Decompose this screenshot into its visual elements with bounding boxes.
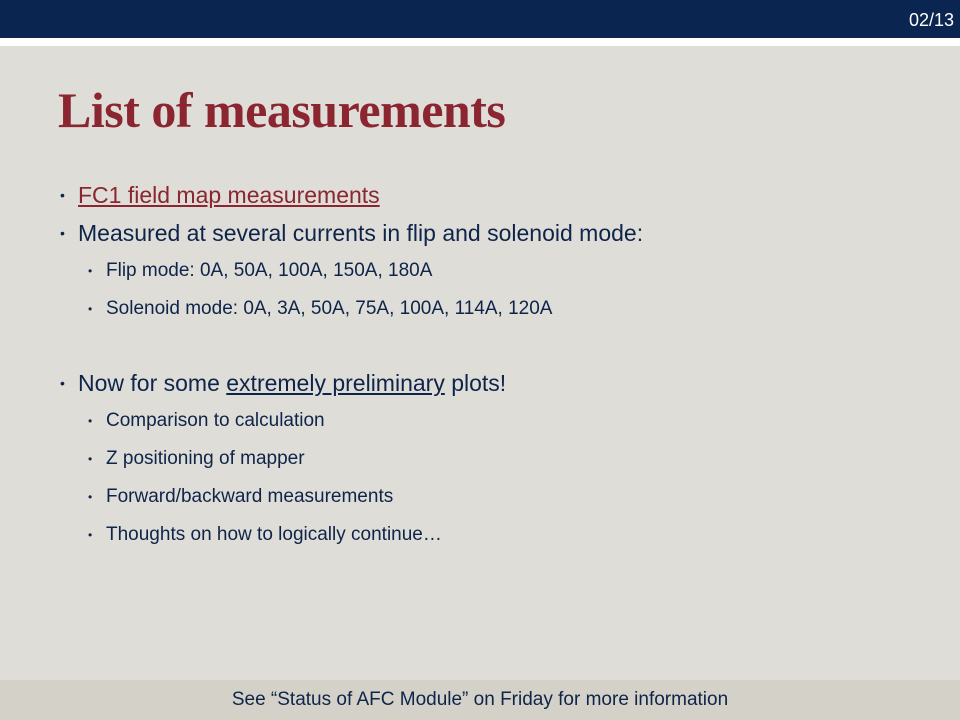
bullet-text: Forward/backward measurements	[106, 486, 394, 507]
bullet-list	[60, 176, 940, 554]
bullet-dot-icon: •	[88, 264, 93, 278]
bullet-text: Measured at several currents in flip and solenoid mode:	[78, 220, 644, 246]
bullet-text: Flip mode: 0A, 50A, 100A, 150A, 180A	[106, 260, 433, 281]
bullet-item	[60, 364, 940, 402]
bullet-dot-icon: •	[60, 187, 65, 203]
sub-bullet-item	[60, 478, 940, 516]
bullet-text: Thoughts on how to logically continue…	[106, 524, 442, 545]
header-bar	[0, 0, 960, 38]
sub-bullet-item	[60, 290, 940, 328]
bullet-text: Comparison to calculation	[106, 410, 325, 431]
bullet-text: Z positioning of mapper	[106, 448, 305, 469]
sub-bullet-item	[60, 402, 940, 440]
header-divider	[0, 38, 960, 46]
slide-title: List of measurements	[58, 82, 506, 138]
emphasis-text: extremely preliminary	[226, 370, 445, 396]
spacer	[60, 328, 940, 364]
bullet-item	[60, 214, 940, 252]
bullet-dot-icon: •	[60, 375, 65, 391]
bullet-text: Now for some	[78, 370, 227, 396]
bullet-item	[60, 176, 940, 214]
bullet-dot-icon: •	[88, 490, 93, 504]
bullet-text: Solenoid mode: 0A, 3A, 50A, 75A, 100A, 114A, 120A	[106, 298, 553, 319]
sub-bullet-item	[60, 516, 940, 554]
bullet-dot-icon: •	[60, 225, 65, 241]
bullet-text: plots!	[444, 370, 507, 396]
bullet-dot-icon: •	[88, 414, 93, 428]
footer-text: See “Status of AFC Module” on Friday for more information	[231, 689, 729, 710]
footer-bar	[0, 680, 960, 720]
bullet-dot-icon: •	[88, 452, 93, 466]
page-number: 02/13	[908, 10, 954, 30]
bullet-dot-icon: •	[88, 302, 93, 316]
bullet-dot-icon: •	[88, 528, 93, 542]
sub-bullet-item	[60, 252, 940, 290]
sub-bullet-item	[60, 440, 940, 478]
fc1-field-map-link[interactable]: FC1 field map measurements	[78, 182, 380, 208]
